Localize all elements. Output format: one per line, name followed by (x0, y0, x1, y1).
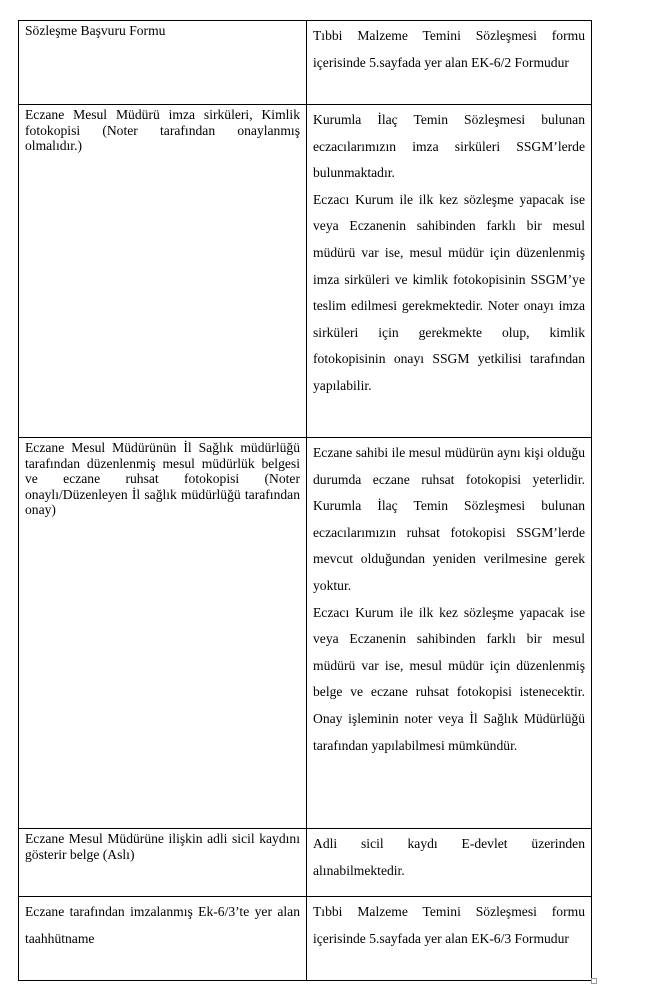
explanation-cell (307, 105, 592, 438)
explanation-cell (307, 21, 592, 105)
document-cell (19, 21, 307, 105)
document-name: Sözleşme Başvuru Formu (25, 23, 166, 38)
document-name: Eczane tarafından imzalanmış Ek-6/3’te yer alan taahhütname (25, 904, 300, 946)
table-row (19, 438, 592, 829)
explanation-cell (307, 829, 592, 897)
table-row (19, 21, 592, 105)
table-resize-handle[interactable] (591, 978, 597, 984)
table-row (19, 897, 592, 981)
explanation-text: Tıbbi Malzeme Temini Sözleşmesi formu içerisinde 5.sayfada yer alan EK-6/2 Formudur (313, 28, 585, 70)
explanation-text: Eczacı Kurum ile ilk kez sözleşme yapacak ise veya Eczanenin sahibinden farklı bir mesul müdürü var ise, mesul müdür için düzenlenmiş belge ve eczane ruhsat fotokopisi istenecektir. Onay işleminin noter veya İl Sağlık Müdürlüğü tarafından yapılabilmesi mümkündür. (313, 604, 585, 753)
table-row (19, 105, 592, 438)
table-row (19, 829, 592, 897)
document-cell (19, 897, 307, 981)
explanation-cell (307, 897, 592, 981)
explanation-text: Eczane sahibi ile mesul müdürün aynı kişi olduğu durumda eczane ruhsat fotokopisi yeterlidir. Kurumla İlaç Temin Sözleşmesi bulunan eczacılarımızın ruhsat fotokopisi SSGM’lerde mevcut olduğundan yeniden verilmesine gerek yoktur. (313, 445, 585, 593)
explanation-text: Eczacı Kurum ile ilk kez sözleşme yapacak ise veya Eczanenin sahibinden farklı bir mesul müdürü var ise, mesul müdür için düzenlenmiş imza sirküleri ve kimlik fotokopisinin SSGM’ye teslim edilmesi gerekmektedir. Noter onayı imza sirküleri için gerekmekte olup, kimlik fotokopisinin onayı SSGM yetkilisi tarafından yapılabilir. (313, 191, 585, 393)
explanation-cell (307, 438, 592, 829)
document-cell (19, 829, 307, 897)
document-name: Eczane Mesul Müdürüne ilişkin adli sicil kaydını gösterir belge (Aslı) (25, 831, 300, 862)
document-cell (19, 438, 307, 829)
document-name: Eczane Mesul Müdürünün İl Sağlık müdürlüğü tarafından düzenlenmiş mesul müdürlük belgesi ve eczane ruhsat fotokopisi (Noter onaylı/Düzenleyen İl sağlık müdürlüğü tarafından onay) (25, 440, 300, 517)
document-name: Eczane Mesul Müdürü imza sirküleri, Kimlik fotokopisi (Noter tarafından onaylanmış olmalıdır.) (25, 107, 300, 153)
document-cell (19, 105, 307, 438)
requirements-table (18, 20, 592, 981)
explanation-text: Adli sicil kaydı E-devlet üzerinden alınabilmektedir. (313, 836, 585, 878)
explanation-text: Tıbbi Malzeme Temini Sözleşmesi formu içerisinde 5.sayfada yer alan EK-6/3 Formudur (313, 904, 585, 946)
explanation-text: Kurumla İlaç Temin Sözleşmesi bulunan eczacılarımızın imza sirküleri SSGM’lerde bulunmaktadır. (313, 112, 585, 181)
